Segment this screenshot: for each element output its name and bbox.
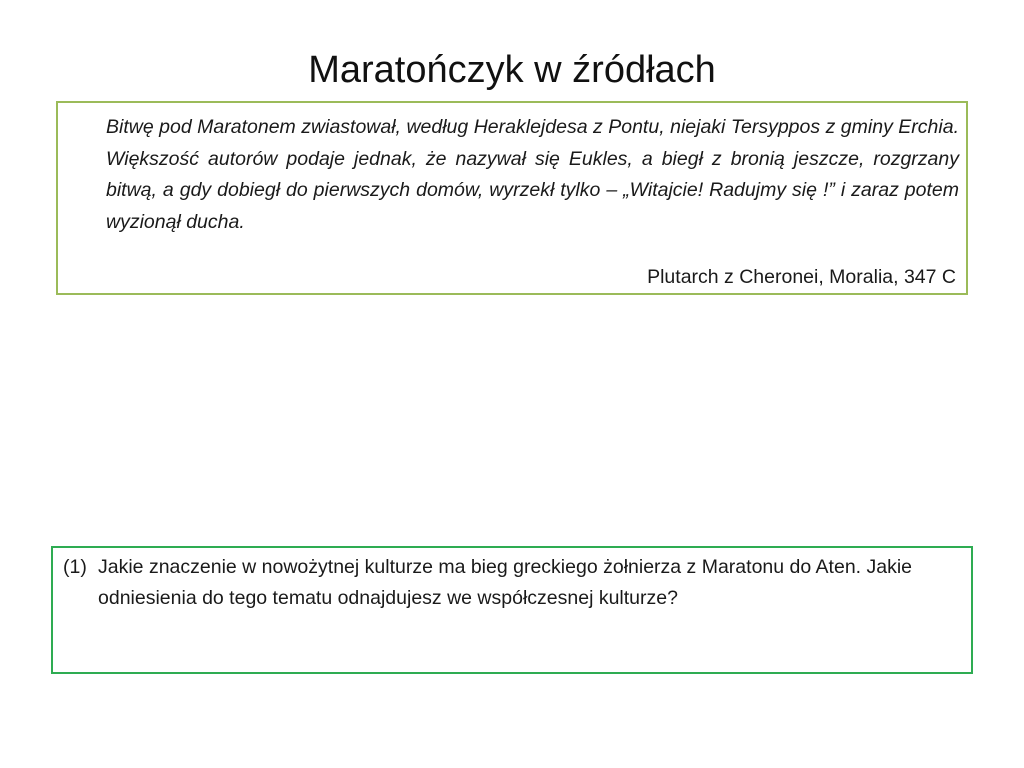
question-item (63, 552, 943, 614)
slide-title: Maratończyk w źródłach (308, 49, 716, 91)
question-text: Jakie znaczenie w nowożytnej kulturze ma bieg greckiego żołnierza z Maratonu do Aten. Jakie odniesienia do tego tematu odnajdujesz we współczesnej kulturze? (98, 556, 913, 609)
quote-box (56, 101, 968, 295)
question-number: (1) (63, 556, 87, 578)
quote-text: Bitwę pod Maratonem zwiastował, według Heraklejdesa z Pontu, niejaki Tersyppos z gminy Erchia. Większość autorów podaje jednak, że nazywał się Eukles, a biegł z bronią jeszcze, rozgrzany bitwą, a gdy dobiegł do pierwszych domów, wyrzekł tylko – „Witajcie! Radujmy się !” i zaraz potem wyzionął ducha. (106, 116, 959, 233)
quote-source: Plutarch z Cheronei, Moralia, 347 C (647, 266, 956, 288)
question-box (51, 546, 973, 674)
